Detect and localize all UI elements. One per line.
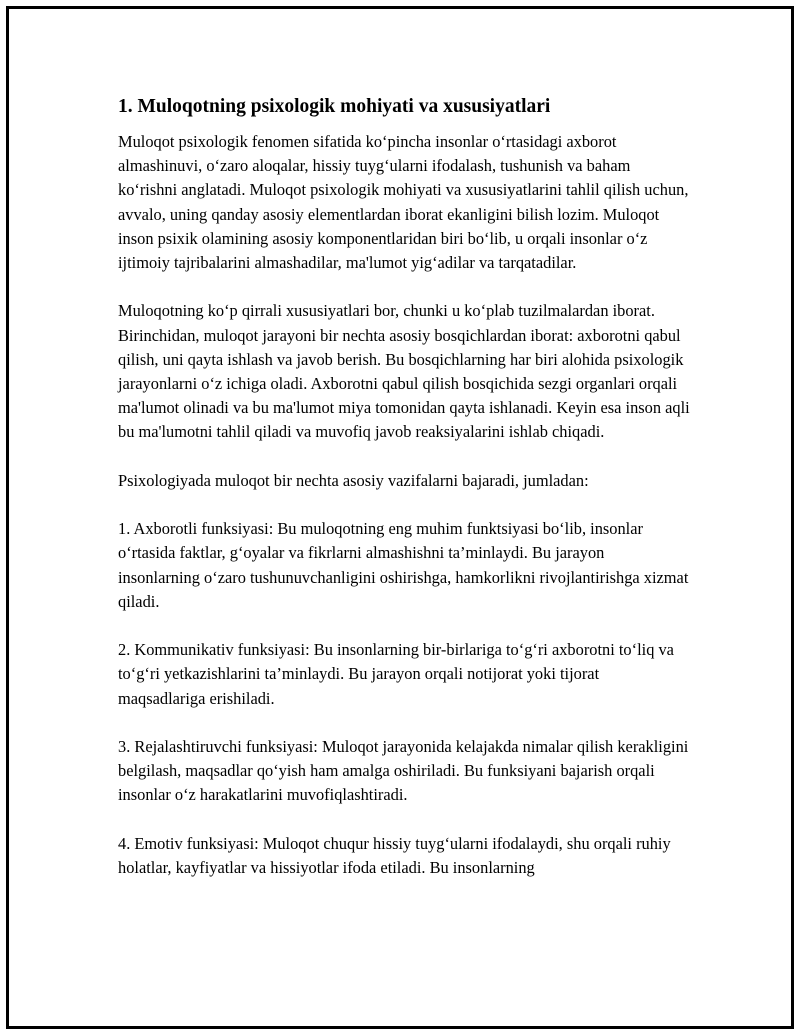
paragraph-function-2: 2. Kommunikativ funksiyasi: Bu insonlarning bir-birlariga to‘g‘ri axborotni to‘liq va to‘g‘ri yetkazishlarini ta’minlaydi. Bu jarayon orqali notijorat yoki tijorat maqsadlariga erishiladi. <box>118 640 674 708</box>
paragraph-function-1: 1. Axborotli funksiyasi: Bu muloqotning eng muhim funktsiyasi bo‘lib, insonlar o‘rtasida faktlar, g‘oyalar va fikrlarni almashishni ta’minlaydi. Bu jarayon insonlarning o‘zaro tushunuvchanligini oshirishga, hamkorlikni rivojlantirishga xizmat qiladi. <box>118 519 689 611</box>
paragraph-functions-lead: Psixologiyada muloqot bir nechta asosiy vazifalarni bajaradi, jumladan: <box>118 470 589 490</box>
paragraph-intro: Muloqot psixologik fenomen sifatida ko‘pincha insonlar o‘rtasidagi axborot almashinuvi, o‘zaro aloqalar, hissiy tuyg‘ularni ifodalash, tushunish va baham ko‘rishni anglatadi. Muloqot psixologik mohiyati va xususiyatlarini tahlil qilish uchun, avvalo, uning qanday asosiy elementlardan iborat ekanligini bilish lozim. Muloqot inson psixik olamining asosiy komponentlaridan biri bo‘lib, u orqali insonlar o‘z ijtimoiy tajribalarini almashadilar, ma'lumot yig‘adilar va tarqatadilar. <box>118 132 689 273</box>
paragraph-function-3: 3. Rejalashtiruvchi funksiyasi: Muloqot jarayonida kelajakda nimalar qilish kerakligini belgilash, maqsadlar qo‘yish ham amalga oshiriladi. Bu funksiyani bajarish orqali insonlar o‘z harakatlarini muvofiqlashtiradi. <box>118 737 689 805</box>
document-body <box>118 94 690 880</box>
section-heading: 1. Muloqotning psixologik mohiyati va xususiyatlari <box>118 96 551 117</box>
paragraph-features: Muloqotning ko‘p qirrali xususiyatlari bor, chunki u ko‘plab tuzilmalardan iborat. Birinchidan, muloqot jarayoni bir nechta asosiy bosqichlardan iborat: axborotni qabul qilish, uni qayta ishlash va javob berish. Bu bosqichlarning har biri alohida psixologik jarayonlarni o‘z ichiga oladi. Axborotni qabul qilish bosqichida sezgi organlari orqali ma'lumot olinadi va bu ma'lumot miya tomonidan qayta ishlanadi. Keyin esa inson aqli bu ma'lumotni tahlil qiladi va muvofiq javob reaksiyalarini ishlab chiqadi. <box>118 301 690 442</box>
paragraph-function-4: 4. Emotiv funksiyasi: Muloqot chuqur hissiy tuyg‘ularni ifodalaydi, shu orqali ruhiy holatlar, kayfiyatlar va hissiyotlar ifoda etiladi. Bu insonlarning <box>118 833 671 877</box>
